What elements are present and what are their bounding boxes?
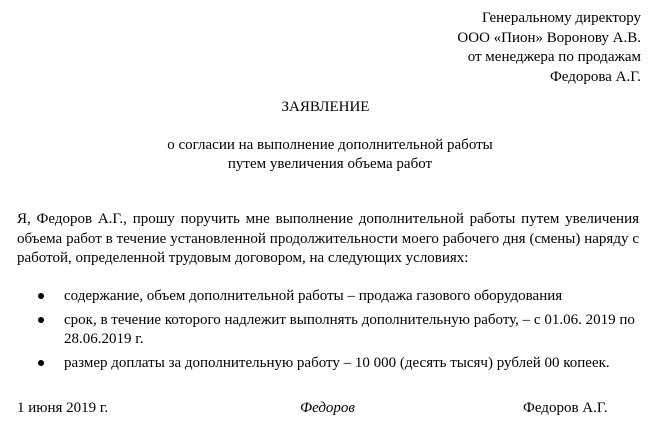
document-title: ЗАЯВЛЕНИЕ	[281, 99, 370, 115]
conditions-list	[17, 287, 641, 373]
condition-item	[17, 287, 641, 307]
condition-item	[17, 311, 641, 350]
sender-position: от менеджера по продажам	[467, 49, 641, 65]
document-subtitle	[0, 136, 651, 174]
signature: Федоров	[300, 400, 355, 416]
addressee-position: Генеральному директору	[481, 10, 641, 26]
request-paragraph: Я, Федоров А.Г., прошу поручить мне выполнение дополнительной работы путем увеличения объема работ в течение установленной продолжительности моего рабочего дня (смены) наряду с работой, определенной трудовым договором, на следующих условиях:	[17, 211, 639, 266]
bullet-icon	[38, 293, 44, 299]
condition-text: срок, в течение которого надлежит выполнять дополнительную работу, – с 01.06. 2019 по 28.06.2019 г.	[64, 311, 635, 347]
subtitle-line-1: о согласии на выполнение дополнительной работы	[167, 137, 493, 153]
addressee-company: ООО «Пион» Воронову А.В.	[457, 29, 641, 46]
document-date: 1 июня 2019 г.	[17, 400, 109, 416]
condition-item	[17, 354, 641, 374]
subtitle-line-2: путем увеличения объема работ	[227, 156, 433, 172]
bullet-icon	[38, 360, 44, 366]
addressee-block	[457, 9, 641, 87]
condition-text: содержание, объем дополнительной работы – продажа газового оборудования	[64, 288, 563, 304]
condition-text: размер доплаты за дополнительную работу – 10 000 (десять тысяч) рублей 00 копеек.	[64, 354, 610, 371]
bullet-icon	[38, 317, 44, 323]
signer-name: Федоров А.Г.	[523, 400, 608, 416]
sender-name: Федорова А.Г.	[549, 68, 641, 85]
